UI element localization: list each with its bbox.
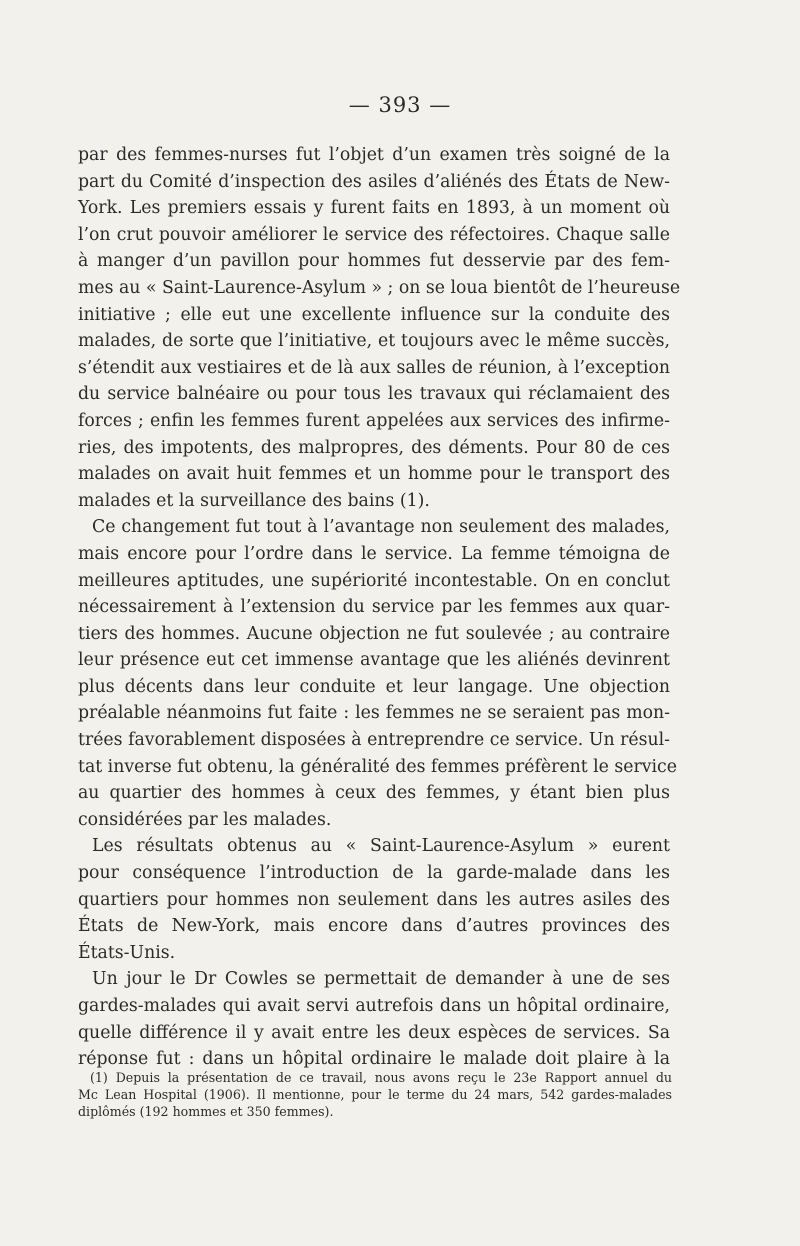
footnote (78, 1069, 672, 1120)
text-line: plus décents dans leur conduite et leur langage. Une objection (78, 676, 670, 697)
text-line: quartiers pour hommes non seulement dans les autres asiles des (78, 889, 670, 910)
text-line: leur présence eut cet immense avantage que les aliénés devinrent (78, 650, 670, 671)
text-line: mes au « Saint-Laurence-Asylum » ; on se loua bientôt de l’heureuse (78, 277, 681, 298)
text-line: gardes-malades qui avait servi autrefois dans un hôpital ordinaire, (78, 996, 670, 1016)
text-line: mais encore pour l’ordre dans le service. La femme témoigna de (78, 543, 670, 564)
text-line: considérées par les malades. (78, 809, 332, 830)
text-line: par des femmes-nurses fut l’objet d’un examen très soigné de la (78, 145, 670, 165)
paragraph-2 (78, 514, 677, 833)
text-line: au quartier des hommes à ceux des femmes, y étant bien plus (78, 783, 670, 804)
text-line: Ce changement fut tout à l’avantage non seulement des malades, (92, 517, 670, 538)
text-line: du service balnéaire ou pour tous les travaux qui réclamaient des (78, 384, 670, 405)
text-line: malades, de sorte que l’initiative, et toujours avec le même succès, (78, 331, 670, 352)
body-text (78, 142, 681, 1073)
text-line: Un jour le Dr Cowles se permettait de demander à une de ses (92, 969, 670, 990)
text-line: l’on crut pouvoir améliorer le service des réfectoires. Chaque salle (78, 224, 670, 245)
text-line: États de New-York, mais encore dans d’autres provinces des (78, 916, 670, 937)
text-line: nécessairement à l’extension du service par les femmes aux quar- (78, 597, 670, 618)
text-line: tiers des hommes. Aucune objection ne fut soulevée ; au contraire (78, 623, 670, 644)
text-line: part du Comité d’inspection des asiles d’aliénés des États de New- (78, 171, 670, 192)
paragraph-4 (78, 966, 670, 1072)
text-line: malades on avait huit femmes et un homme pour le transport des (78, 464, 670, 485)
text-line: Les résultats obtenus au « Saint-Laurence-Asylum » eurent (92, 836, 670, 857)
paragraph-3 (78, 833, 670, 966)
text-line: trées favorablement disposées à entreprendre ce service. Un résul- (78, 730, 670, 751)
paragraph-1 (78, 142, 681, 514)
footnote-line: diplômés (192 hommes et 350 femmes). (78, 1104, 334, 1119)
text-line: ries, des impotents, des malpropres, des déments. Pour 80 de ces (78, 437, 670, 458)
text-line: à manger d’un pavillon pour hommes fut desservie par des fem- (78, 251, 670, 272)
text-line: malades et la surveillance des bains (1). (78, 490, 430, 511)
text-line: réponse fut : dans un hôpital ordinaire le malade doit plaire à la (78, 1049, 670, 1070)
text-line: meilleures aptitudes, une supériorité incontestable. On en conclut (78, 570, 670, 591)
text-line: forces ; enfin les femmes furent appelées aux services des infirme- (78, 410, 670, 431)
text-line: York. Les premiers essais y furent faits en 1893, à un moment où (78, 198, 670, 219)
footnote-line: (1) Depuis la présentation de ce travail, nous avons reçu le 23e Rapport annuel du (90, 1070, 672, 1085)
text-line: quelle différence il y avait entre les deux espèces de services. Sa (78, 1022, 670, 1043)
text-line: préalable néanmoins fut faite : les femmes ne se seraient pas mon- (78, 703, 670, 724)
text-line: s’étendit aux vestiaires et de là aux salles de réunion, à l’exception (78, 357, 670, 378)
text-line: pour conséquence l’introduction de la garde-malade dans les (78, 863, 670, 884)
text-line: tat inverse fut obtenu, la généralité des femmes préfèrent le service (78, 756, 677, 777)
footnote-line: Mc Lean Hospital (1906). Il mentionne, pour le terme du 24 mars, 542 gardes-malades (78, 1087, 672, 1102)
text-line: initiative ; elle eut une excellente influence sur la conduite des (78, 304, 670, 325)
page-number: — 393 — (348, 93, 452, 117)
text-line: États-Unis. (78, 942, 176, 963)
